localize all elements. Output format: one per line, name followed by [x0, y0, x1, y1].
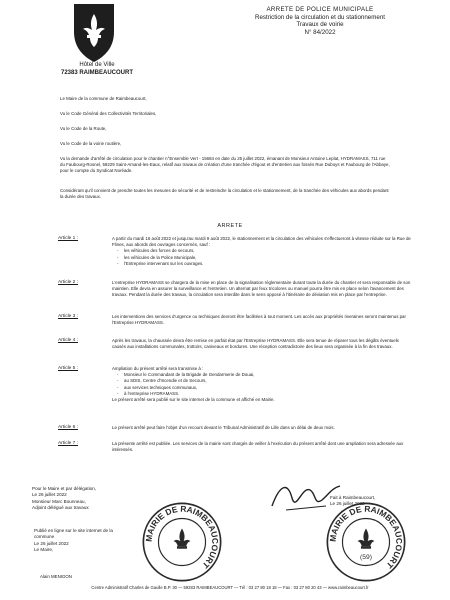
- article-label: Article 4 :: [58, 338, 78, 343]
- article-label: Article 7 :: [58, 441, 78, 446]
- town-label: Hôtel de Ville: [79, 62, 115, 68]
- visa-line: Vu le Code de la voirie routière,: [60, 141, 122, 146]
- publication-line: Publié en ligne sur le site internet de la commune: [34, 528, 113, 540]
- decree-number: N° 84/2022: [304, 28, 336, 36]
- visa-line: Vu le Code Général des Collectivités Territoriales,: [60, 111, 157, 116]
- town-block: [52, 62, 142, 77]
- delegation-line: Pour le Maire et par délégation,: [32, 486, 97, 491]
- article-text: Les interventions des services d'urgence ou techniques devront être facilitées à tout moment. Les accès aux propriétés riveraines seront maintenus par l'Entreprise HYDRAMASS.: [112, 314, 406, 326]
- delegation-name: Monsieur Marc Bounneau,: [32, 498, 86, 504]
- town-postcode: 72383 RAIMBEAUCOURT: [60, 69, 133, 76]
- article-label: Article 2 :: [58, 280, 78, 285]
- town-hall-stamp-right: [324, 500, 408, 584]
- stamp-outer-text: MAIRIE DE RAIMBEAUCOURT: [327, 503, 405, 571]
- decree-title: ARRETE DE POLICE MUNICIPALE: [266, 6, 374, 13]
- stamp-inner-text: (59): [360, 553, 372, 561]
- article-text: L'entreprise HYDRAMASS se chargera de la mise en place de la signalisation réglementaire durant toute la durée du chantier et sera responsable de son maintien. Elle devra en assurer la surveillance et l'entretien. Un alternat par feux tricolores ou manuel pourra être mis en place selon l'avancement des travaux. Pendant la durée des travaux, la circulation sera interdite dans le sens opposé à l'itinéraire de déviation mis en place par l'entreprise.: [112, 280, 411, 298]
- considering-paragraph: Considérant qu'il convient de prendre toutes les mesures de sécurité et de restreindre la circulation et le stationnement, de la tranchée des véhicules aux abords pendant la durée des travaux.: [60, 188, 389, 200]
- signing-place: Fait à Raimbeaucourt,: [330, 495, 376, 500]
- delegation-date: Le 26 juillet 2022: [32, 492, 67, 498]
- article-body: A partir du mardi 16 août 2022 et jusqu'au mardi 9 août 2022, le stationnement et la circulation des véhicules s'effectueront à vitesse réduite sur la Rue de Flines, aux abords des ouvrages concernés, sauf :: [112, 236, 411, 248]
- article-after: Le présent arrêté sera publié sur le site internet de la commune et affiché en Mairie.: [112, 397, 275, 403]
- bullet-item: - les véhicules de la Police Municipale,: [124, 255, 412, 261]
- arrete-heading: ARRETE: [217, 223, 243, 229]
- visa-line: Vu le Code de la Route,: [60, 126, 107, 131]
- article-text: [112, 366, 412, 403]
- decree-subject: Restriction de la circulation et du stationnement: [254, 13, 385, 21]
- article-text: Après les travaux, la chaussée devra être remise en parfait état par l'Entreprise HYDRAMASS. Elle sera tenue de réparer tous les dégâts éventuels causés aux installations communales, trottoirs, caniveaux et bordures. Une réception contradictoire des lieux sera organisée à la fin des travaux.: [112, 338, 399, 350]
- stamp-outer-text: MAIRIE DE RAIMBEAUCOURT: [143, 503, 221, 571]
- publication-signer: Le Maire,: [34, 547, 54, 553]
- article-body: Ampliation du présent arrêté sera transmise à :: [112, 366, 204, 371]
- bullet-item: - au SDIS, Centre d'Incendie et de Secours,: [124, 378, 412, 384]
- publication-block: [34, 528, 134, 554]
- bullet-item: - Monsieur le Commandant de la Brigade de Gendarmerie de Douai,: [124, 372, 412, 378]
- signing-date: Le 26 juillet 2022: [330, 501, 365, 507]
- bullet-item: - l'Entreprise intervenant sur les ouvrages.: [124, 261, 412, 267]
- publication-date: Le 26 juillet 2022: [34, 540, 69, 546]
- bullet-item: - à l'entreprise HYDRAMASS.: [124, 391, 412, 397]
- article-text: [112, 236, 412, 267]
- town-hall-stamp-left: [140, 500, 224, 584]
- bullet-item: - les véhicules des forces de secours,: [124, 248, 412, 254]
- article-label: Article 3 :: [58, 314, 78, 319]
- article-label: Article 5 :: [58, 366, 78, 371]
- article-bullet-list: [112, 372, 412, 397]
- decree-works: Travaux de voirie: [296, 21, 344, 29]
- address-footer: Centre Administratif Charles de Gaulle B.P. 30 — 59283 RAIMBEAUCOURT — Tél : 03 27 80 18 18 — Fax : 03 27 80 20 43 — www.raimbeaucourt.fr: [91, 585, 369, 590]
- article-text: Le présent arrêté peut faire l'objet d'un recours devant le Tribunal Administratif de Lille dans un délai de deux mois.: [112, 425, 335, 430]
- mayor-name: Alain MENIGON: [40, 574, 72, 579]
- decree-title-block: [240, 6, 400, 36]
- delegation-role: Adjoint délégué aux travaux: [32, 505, 89, 511]
- article-label: Article 1 :: [58, 236, 78, 241]
- request-paragraph: Vu la demande d'arrêté de circulation pour le chantier n°Ensemble Vert - 15684 en date du 25 juillet 2022, émanant de Monsieur Antoine Leplat, HYDRAMASS, 711 rue du Faubourg-Rosnel, 59229 Saint-Amand-les-Eaux, relatif aux travaux de création d'une tranchée d'égout et d'entretien aux fossés Rue Duboys et Faubourg de l'Abbaye, pour le compte du Syndicat Noréade.: [60, 156, 390, 174]
- article-text: La présente arrêté est publiée. Les services de la mairie sont chargés de veiller à l'exécution du présent arrêté dont une ampliation sera adressée aux intéressés.: [112, 441, 404, 453]
- article-bullet-list: [112, 248, 412, 267]
- article-label: Article 6 :: [58, 425, 78, 430]
- visa-line: Le Maire de la commune de Raimbeaucourt,: [60, 96, 147, 101]
- coat-of-arms-icon: [72, 2, 116, 64]
- bullet-item: - aux services techniques communaux,: [124, 385, 412, 391]
